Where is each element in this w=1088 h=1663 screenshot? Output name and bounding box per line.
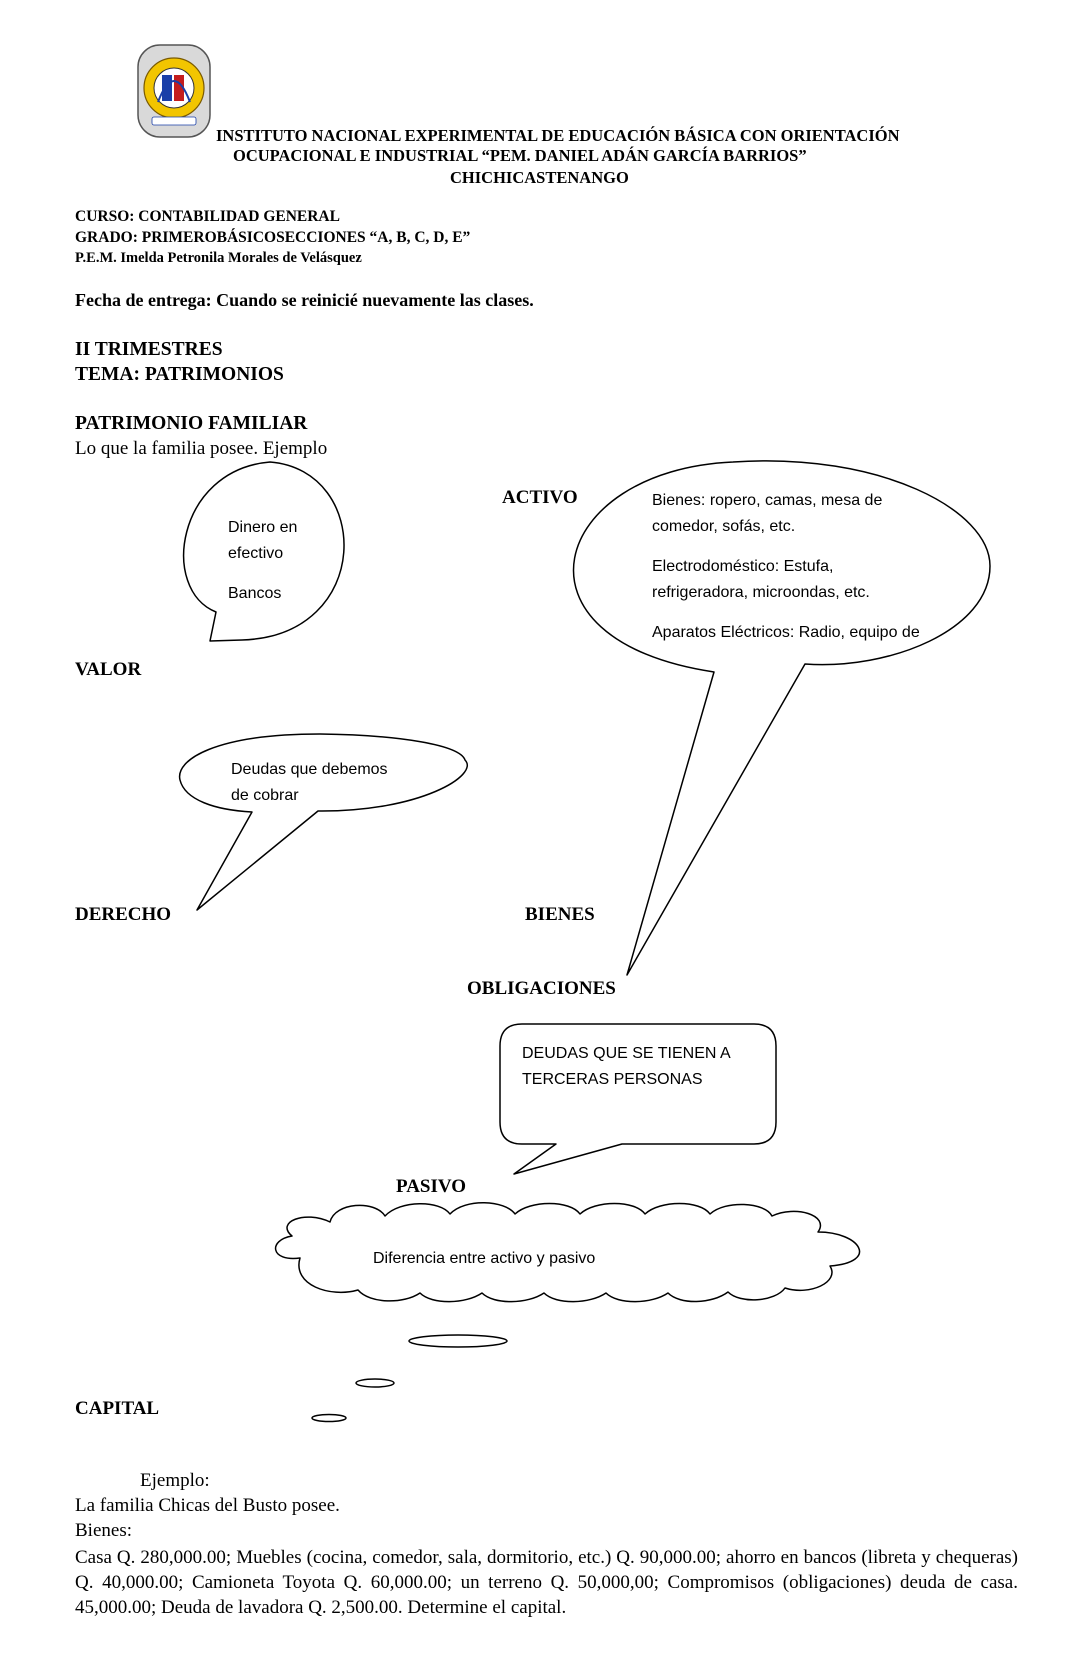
course-grade: GRADO: PRIMEROBÁSICOSECCIONES “A, B, C, D, E” — [75, 229, 471, 246]
school-logo — [138, 45, 210, 137]
label-capital: CAPITAL — [75, 1398, 160, 1419]
bubble-valor-line: Dinero en — [228, 519, 298, 536]
bubble-pasivo-line: TERCERAS PERSONAS — [522, 1071, 703, 1088]
example-line-2: Bienes: — [75, 1520, 132, 1541]
bubble-valor-text — [228, 515, 297, 607]
thought-bubble-large — [409, 1335, 507, 1347]
intro-text: Lo que la familia posee. Ejemplo — [75, 438, 328, 459]
bubble-valor-line: efectivo — [228, 545, 284, 562]
subtitle: PATRIMONIO FAMILIAR — [75, 413, 308, 434]
thought-bubble-small — [312, 1415, 346, 1422]
bubble-derecho-line: de cobrar — [231, 787, 299, 804]
bubble-bienes-text — [652, 488, 920, 646]
bubble-bienes-line: Bienes: ropero, camas, mesa de — [652, 492, 883, 509]
bubble-derecho-line: Deudas que debemos — [231, 761, 388, 778]
label-obligaciones: OBLIGACIONES — [467, 978, 616, 999]
cloud-capital-text: Diferencia entre activo y pasivo — [373, 1250, 596, 1267]
label-valor: VALOR — [75, 659, 142, 680]
bubble-pasivo-line: DEUDAS QUE SE TIENEN A — [522, 1045, 731, 1062]
label-derecho: DERECHO — [75, 904, 172, 925]
bubble-bienes-line: comedor, sofás, etc. — [652, 518, 796, 535]
bubble-valor-line: Bancos — [228, 585, 282, 602]
institute-line-1: INSTITUTO NACIONAL EXPERIMENTAL DE EDUCACIÓN BÁSICA CON ORIENTACIÓN — [216, 126, 900, 145]
thought-bubble-medium — [356, 1379, 394, 1387]
bubble-derecho-text — [231, 757, 388, 809]
bubble-pasivo-text — [522, 1041, 731, 1093]
due-date: Fecha de entrega: Cuando se reinicié nuevamente las clases. — [75, 290, 534, 310]
course-name: CURSO: CONTABILIDAD GENERAL — [75, 208, 340, 225]
example-heading: Ejemplo: — [140, 1470, 210, 1491]
bubble-bienes-line: Aparatos Eléctricos: Radio, equipo de — [652, 624, 920, 641]
topic-title: TEMA: PATRIMONIOS — [75, 364, 284, 385]
label-activo: ACTIVO — [502, 487, 578, 508]
example-line-1: La familia Chicas del Busto posee. — [75, 1495, 340, 1516]
label-pasivo: PASIVO — [396, 1176, 466, 1197]
institute-city: CHICHICASTENANGO — [450, 168, 629, 187]
label-bienes: BIENES — [525, 904, 595, 925]
institute-line-2: OCUPACIONAL E INDUSTRIAL “PEM. DANIEL ADÁN GARCÍA BARRIOS” — [233, 146, 807, 165]
bubble-bienes-line: Electrodoméstico: Estufa, — [652, 558, 834, 575]
trimester-title: II TRIMESTRES — [75, 339, 223, 360]
course-teacher: P.E.M. Imelda Petronila Morales de Velásquez — [75, 250, 362, 266]
bubble-bienes-line: refrigeradora, microondas, etc. — [652, 584, 870, 601]
example-paragraph: Casa Q. 280,000.00; Muebles (cocina, comedor, sala, dormitorio, etc.) Q. 90,000.00; ahorro en bancos (libreta y chequeras) Q. 40,000.00; Camioneta Toyota Q. 60,000.00; un terreno Q. 50,000,00; Compromisos (obligaciones) deuda de casa. 45,000.00; Deuda de lavadora Q. 2,500.00. Determine el capital. — [75, 1547, 1018, 1618]
